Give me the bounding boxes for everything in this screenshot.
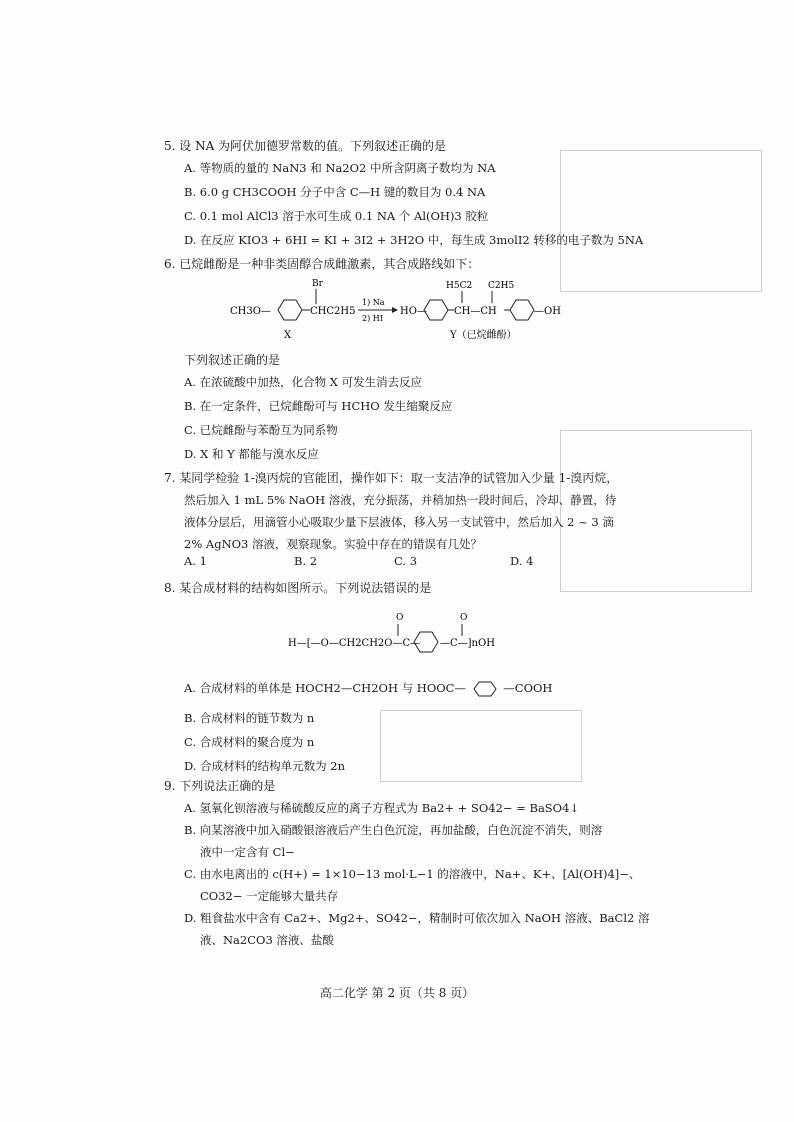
- q6-option-a: A. 在浓硫酸中加热，化合物 X 可发生消去反应: [184, 375, 423, 389]
- q7-line-1: 7. 某同学检验 1-溴丙烷的官能团，操作如下：取一支洁净的试管加入少量 1-溴丙烷，: [164, 471, 619, 485]
- q9-option-b-line-1: B. 向某溶液中加入硝酸银溶液后产生白色沉淀，再加盐酸，白色沉淀不消失，则溶: [184, 823, 603, 837]
- q6-option-d: D. X 和 Y 都能与溴水反应: [184, 447, 319, 461]
- q8-option-a-text: A. 合成材料的单体是 HOCH2—CH2OH 与 HOOC—: [184, 681, 466, 695]
- q8-option-b: B. 合成材料的链节数为 n: [184, 711, 315, 725]
- q7-option-d: D. 4: [510, 554, 534, 568]
- x-label: X: [284, 330, 292, 341]
- y-ethyl-left: H5C2: [446, 281, 473, 291]
- y-ho-label: HO—: [400, 306, 427, 317]
- y-benzene-ring-right: [510, 300, 534, 320]
- q8-option-c: C. 合成材料的聚合度为 n: [184, 735, 315, 749]
- q6-synthesis-scheme: [220, 276, 590, 346]
- q5-option-a: A. 等物质的量的 NaN3 和 Na2O2 中所含阴离子数均为 NA: [184, 161, 496, 175]
- carbonyl-o-left: O: [396, 613, 404, 623]
- q6-option-b: B. 在一定条件，已烷雌酚可与 HCHO 发生缩聚反应: [184, 399, 453, 413]
- y-label: Y（已烷雌酚）: [450, 330, 517, 341]
- q6-intro: 下列叙述正确的是: [184, 353, 281, 367]
- q9-option-d-line-2: 液、Na2CO3 溶液、盐酸: [200, 933, 334, 947]
- y-ethyl-right: C2H5: [488, 281, 515, 291]
- polymer-left-part: H—[—O—CH2CH2O—C—: [288, 638, 421, 649]
- q5-stem: 5. 设 NA 为阿伏加德罗常数的值。下列叙述正确的是: [164, 139, 447, 153]
- condition-2: 2) HI: [362, 314, 383, 323]
- x-benzene-ring: [278, 300, 302, 320]
- y-central-chain: CH—CH: [454, 306, 497, 317]
- q7-line-3: 液体分层后，用滴管小心吸取少量下层液体，移入另一支试管中，然后加入 2 ~ 3 滴: [184, 515, 614, 529]
- q9-option-c-line-2: CO32− 一定能够大量共存: [200, 889, 339, 903]
- q8-option-a: [184, 678, 654, 698]
- q7-line-4: 2% AgNO3 溶液，观察现象。实验中存在的错误有几处？: [184, 537, 483, 551]
- q9-option-b-line-2: 液中一定含有 Cl−: [200, 845, 295, 859]
- polymer-right-part: —C—]nOH: [440, 638, 495, 649]
- q9-option-a: A. 氢氧化钡溶液与稀硫酸反应的离子方程式为 Ba2+ + SO42− = BaSO4↓: [184, 801, 580, 815]
- q7-line-2: 然后加入 1 mL 5% NaOH 溶液，充分振荡，并稍加热一段时间后，冷却、静置，待: [184, 493, 617, 507]
- carbonyl-o-right: O: [460, 613, 468, 623]
- q8-option-a-benzene: [470, 681, 500, 697]
- q9-option-c-line-1: C. 由水电离出的 c(H+) = 1×10−13 mol·L−1 的溶液中，Na+、K+、[Al(OH)4]−、: [184, 867, 641, 881]
- x-side-chain: CHC2H5: [310, 306, 356, 317]
- q8-option-d: D. 合成材料的结构单元数为 2n: [184, 759, 345, 773]
- q9-option-d-line-1: D. 粗食盐水中含有 Ca2+、Mg2+、SO42−，精制时可依次加入 NaOH 溶液、BaCl2 溶: [184, 911, 650, 925]
- q5-option-d: D. 在反应 KIO3 + 6HI = KI + 3I2 + 3H2O 中，每生成 3molI2 转移的电子数为 5NA: [184, 233, 644, 247]
- page-footer: 高二化学 第 2 页（共 8 页）: [319, 986, 475, 1000]
- x-methoxy-label: CH3O—: [230, 306, 271, 317]
- condition-1: 1) Na: [362, 298, 385, 307]
- q8-polymer-structure: [288, 610, 518, 660]
- q6-stem: 6. 已烷雌酚是一种非类固醇合成雌激素，其合成路线如下：: [164, 257, 480, 271]
- q7-option-a: A. 1: [184, 554, 207, 568]
- q6-option-c: C. 已烷雌酚与苯酚互为同系物: [184, 423, 338, 437]
- q8-stem: 8. 某合成材料的结构如图所示。下列说法错误的是: [164, 581, 432, 595]
- q8-option-a-tail: —COOH: [503, 681, 553, 695]
- x-bromine-label: Br: [312, 279, 323, 289]
- q5-option-b: B. 6.0 g CH3COOH 分子中含 C—H 键的数目为 0.4 NA: [184, 185, 486, 199]
- reaction-arrowhead: [392, 307, 398, 313]
- q7-option-c: C. 3: [394, 554, 418, 568]
- y-benzene-ring-left: [424, 300, 448, 320]
- q9-stem: 9. 下列说法正确的是: [164, 779, 276, 793]
- q5-option-c: C. 0.1 mol AlCl3 溶于水可生成 0.1 NA 个 Al(OH)3 胶粒: [184, 209, 489, 223]
- q7-option-b: B. 2: [294, 554, 318, 568]
- y-hydroxyl-label: —OH: [534, 306, 561, 317]
